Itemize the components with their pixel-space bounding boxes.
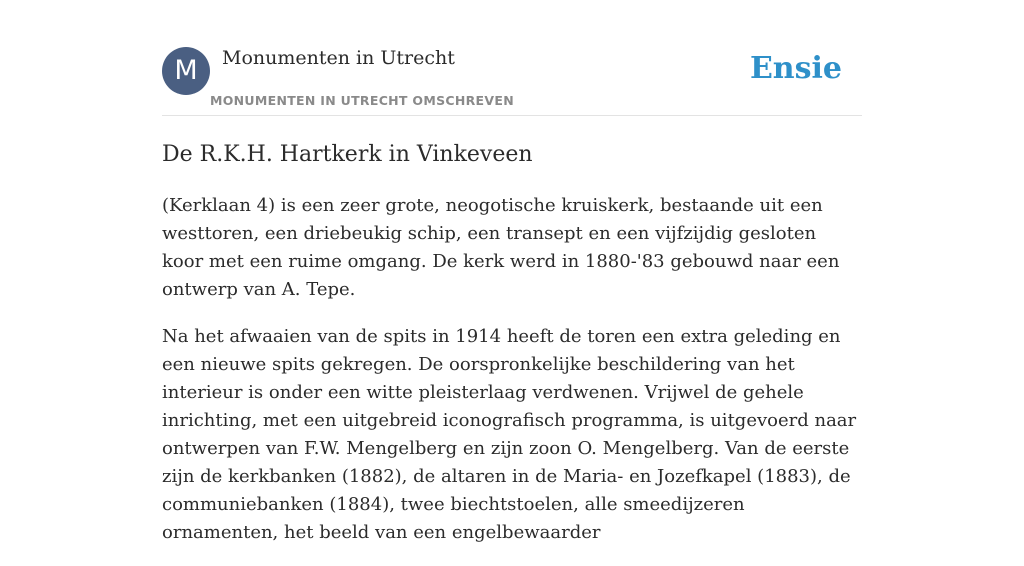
- avatar[interactable]: M: [162, 47, 210, 95]
- site-name-link[interactable]: Monumenten in Utrecht: [222, 47, 455, 69]
- article-paragraph: (Kerklaan 4) is een zeer grote, neogotische kruiskerk, bestaande uit een westtoren, een driebeukig schip, een transept en een vijfzijdig gesloten koor met een ruime omgang. De kerk werd in 1880-'83 gebouwd naar een ontwerp van A. Tepe.: [162, 195, 840, 300]
- content-container: [162, 0, 862, 543]
- site-header: [162, 0, 862, 116]
- article-paragraph: Na het afwaaien van de spits in 1914 heeft de toren een extra geleding en een nieuwe spits gekregen. De oorspronkelijke beschildering van het interieur is onder een witte pleisterlaag verdwenen. Vrijwel de gehele inrichting, met een uitgebreid iconografisch programma, is uitgevoerd naar ontwerpen van F.W. Mengelberg en zijn zoon O. Mengelberg. Van de eerste zijn de kerkbanken (1882), de altaren in de Maria- en Jozefkapel (1883), de communiebanken (1884), twee biechtstoelen, alle smeedijzeren ornamenten, het beeld van een engelbewaarder: [162, 326, 857, 543]
- site-subtitle: MONUMENTEN IN UTRECHT OMSCHREVEN: [210, 93, 514, 108]
- ensie-logo[interactable]: Ensie: [749, 51, 842, 86]
- article-title: De R.K.H. Hartkerk in Vinkeveen: [162, 142, 533, 167]
- article-body: [162, 192, 862, 566]
